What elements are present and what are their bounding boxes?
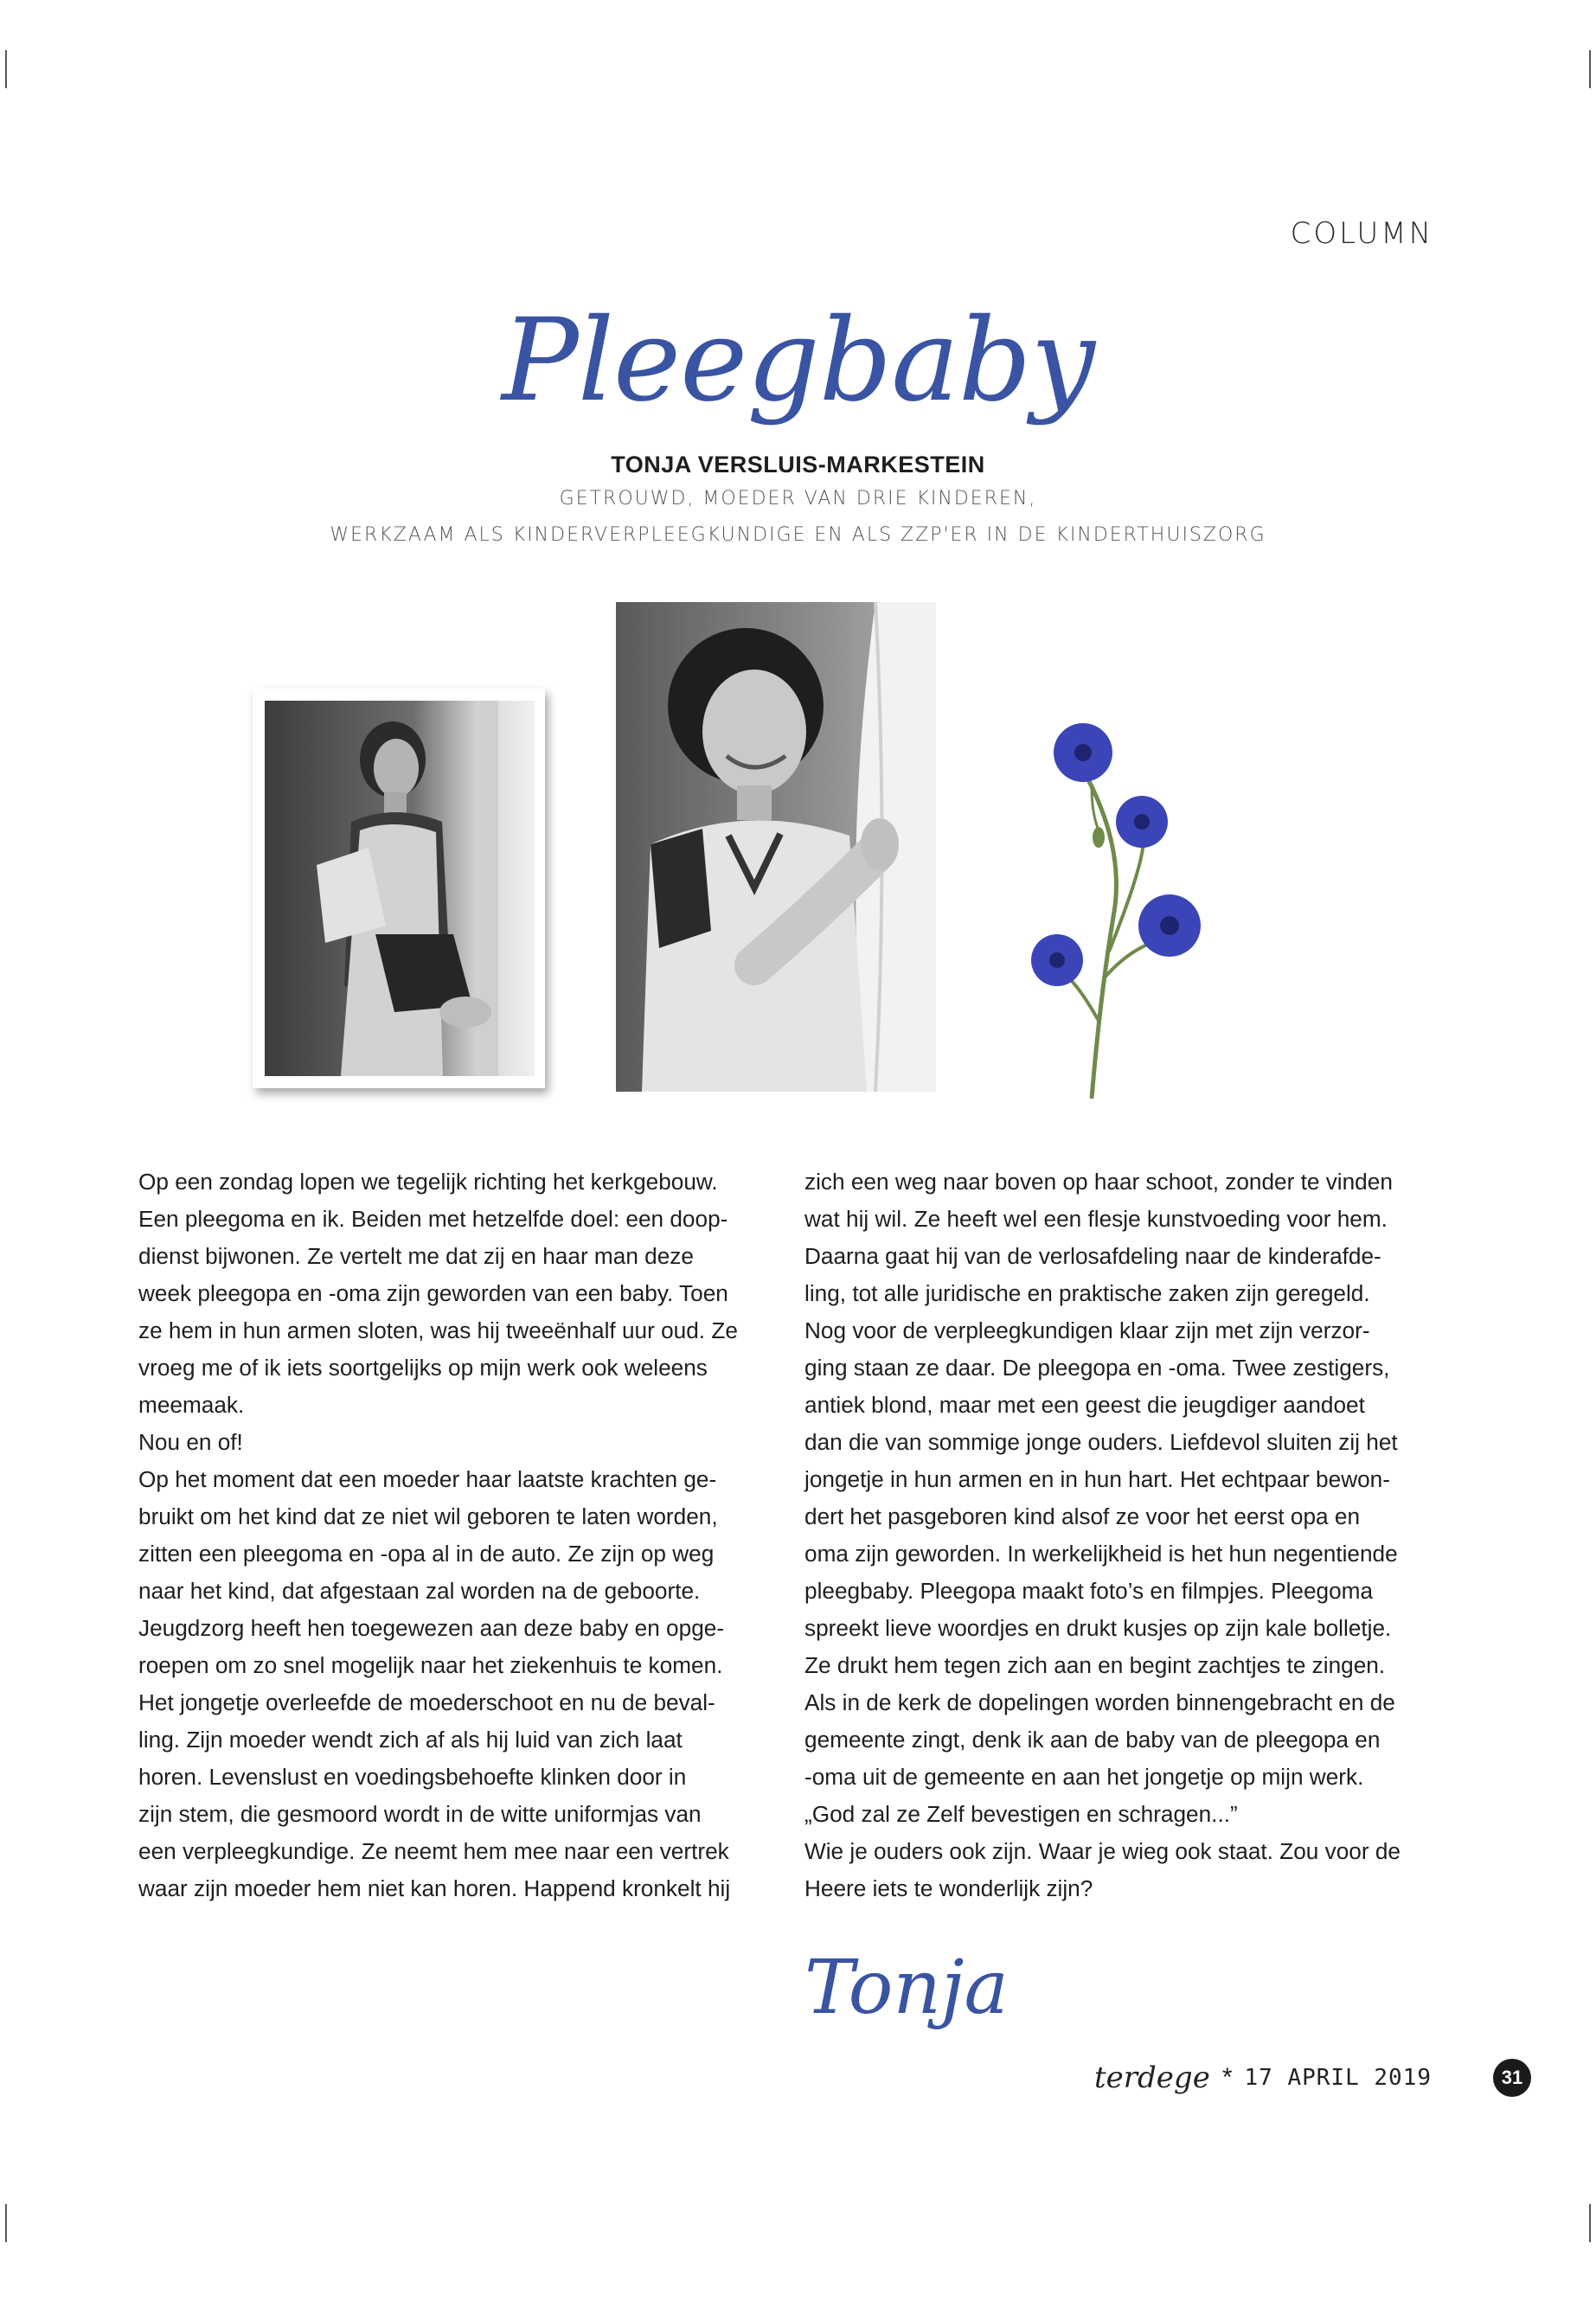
body-text-line: Wie je ouders ook zijn. Waar je wieg ook staat. Zou voor de [804,1838,1401,1864]
body-text-line: een verpleegkundige. Ze neemt hem mee naar een vertrek [138,1838,729,1864]
page-number: 31 [1493,2059,1531,2097]
body-text-line: meemaak. [138,1392,245,1418]
cornflower-photo [997,692,1221,1099]
body-text-line: roepen om zo snel mogelijk naar het ziekenhuis te komen. [138,1652,723,1678]
body-text-line: pleegbaby. Pleegopa maakt foto’s en filmpjes. Pleegoma [804,1578,1374,1604]
separator-star-icon: * [1221,2063,1233,2092]
author-signature: Tonja [804,1945,1009,2031]
section-label: COLUMN [1290,216,1433,251]
magazine-brand: terdege [1094,2061,1210,2095]
body-text-line: ling. Zijn moeder wendt zich af als hij luid van zich laat [138,1727,683,1753]
article-title: Pleegbaby [501,294,1095,427]
author-description-line1: GETROUWD, MOEDER VAN DRIE KINDEREN, [559,488,1037,510]
crop-mark-top-right [1589,50,1591,88]
body-text-line: ling, tot alle juridische en praktische zaken zijn geregeld. [804,1280,1370,1306]
issue-date: 17 APRIL 2019 [1244,2065,1432,2091]
body-text-line: dert het pasgeboren kind alsof ze voor het eerst opa en [804,1503,1361,1529]
woman-smiling-at-curtain-photo [616,602,936,1092]
body-text-line: Op het moment dat een moeder haar laatste krachten ge- [138,1466,717,1492]
body-text-line: dienst bijwonen. Ze vertelt me dat zij en haar man deze [138,1243,694,1269]
body-text-line: waar zijn moeder hem niet kan horen. Happend kronkelt hij [138,1875,731,1901]
body-text-line: naar het kind, dat afgestaan zal worden na de geboorte. [138,1578,701,1604]
body-text-line: antiek blond, maar met een geest die jeugdiger aandoet [804,1392,1365,1418]
body-text-line: spreekt lieve woordjes en drukt kusjes op zijn kale bolletje. [804,1615,1392,1641]
body-text-line: oma zijn geworden. In werkelijkheid is het hun negentiende [804,1541,1398,1567]
body-text-line: dan die van sommige jonge ouders. Liefdevol sluiten zij het [804,1429,1398,1455]
body-text-line: bruikt om het kind dat ze niet wil geboren te laten worden, [138,1503,718,1529]
body-text-line: jongetje in hun armen en in hun hart. Het echtpaar bewon- [804,1466,1390,1492]
body-text-line: -oma uit de gemeente en aan het jongetje op mijn werk. [804,1764,1364,1790]
body-text-line: Nog voor de verpleegkundigen klaar zijn met zijn verzor- [804,1317,1370,1343]
body-text-line: Ze drukt hem tegen zich aan en begint zachtjes te zingen. [804,1652,1386,1678]
body-column-right [804,1163,1445,1907]
body-text-line: Daarna gaat hij van de verlosafdeling naar de kinderafde- [804,1243,1381,1269]
body-text-line: Heere iets te wonderlijk zijn? [804,1875,1093,1901]
author-description-line2: WERKZAAM ALS KINDERVERPLEEGKUNDIGE EN ALS ZZP'ER IN DE KINDERTHUISZORG [330,524,1266,546]
body-text-line: wat hij wil. Ze heeft wel een flesje kunstvoeding voor hem. [804,1206,1388,1232]
author-name: TONJA VERSLUIS-MARKESTEIN [611,452,985,478]
body-text-line: Het jongetje overleefde de moederschoot en nu de beval- [138,1689,715,1715]
body-text-line: Een pleegoma en ik. Beiden met hetzelfde doel: een doop- [138,1206,728,1232]
body-text-line: ze hem in hun armen sloten, was hij tweeënhalf uur oud. Ze [138,1317,738,1343]
crop-mark-bottom-right [1589,2204,1591,2242]
crop-mark-bottom-left [5,2204,7,2242]
body-text-line: vroeg me of ik iets soortgelijks op mijn werk ook weleens [138,1355,708,1381]
body-text-line: zijn stem, die gesmoord wordt in de witte uniformjas van [138,1801,702,1827]
body-text-line: zich een weg naar boven op haar schoot, zonder te vinden [804,1169,1393,1195]
body-column-left [138,1163,779,1907]
body-text-line: ging staan ze daar. De pleegopa en -oma. Twee zestigers, [804,1355,1390,1381]
page-footer [1094,2061,1432,2095]
woman-folding-uniform-photo [253,689,545,1088]
body-text-line: „God zal ze Zelf bevestigen en schragen...” [804,1801,1238,1827]
crop-mark-top-left [5,50,7,88]
body-text-line: zitten een pleegoma en -opa al in de auto. Ze zijn op weg [138,1541,715,1567]
body-text-line: Jeugdzorg heeft hen toegewezen aan deze baby en opge- [138,1615,725,1641]
body-text-line: week pleegopa en -oma zijn geworden van een baby. Toen [138,1280,728,1306]
body-text-line: Nou en of! [138,1429,243,1455]
body-text-line: horen. Levenslust en voedingsbehoefte klinken door in [138,1764,687,1790]
body-text-line: Op een zondag lopen we tegelijk richting het kerkgebouw. [138,1169,718,1195]
body-text-line: Als in de kerk de dopelingen worden binnengebracht en de [804,1689,1395,1715]
body-text-line: gemeente zingt, denk ik aan de baby van de pleegopa en [804,1727,1381,1753]
